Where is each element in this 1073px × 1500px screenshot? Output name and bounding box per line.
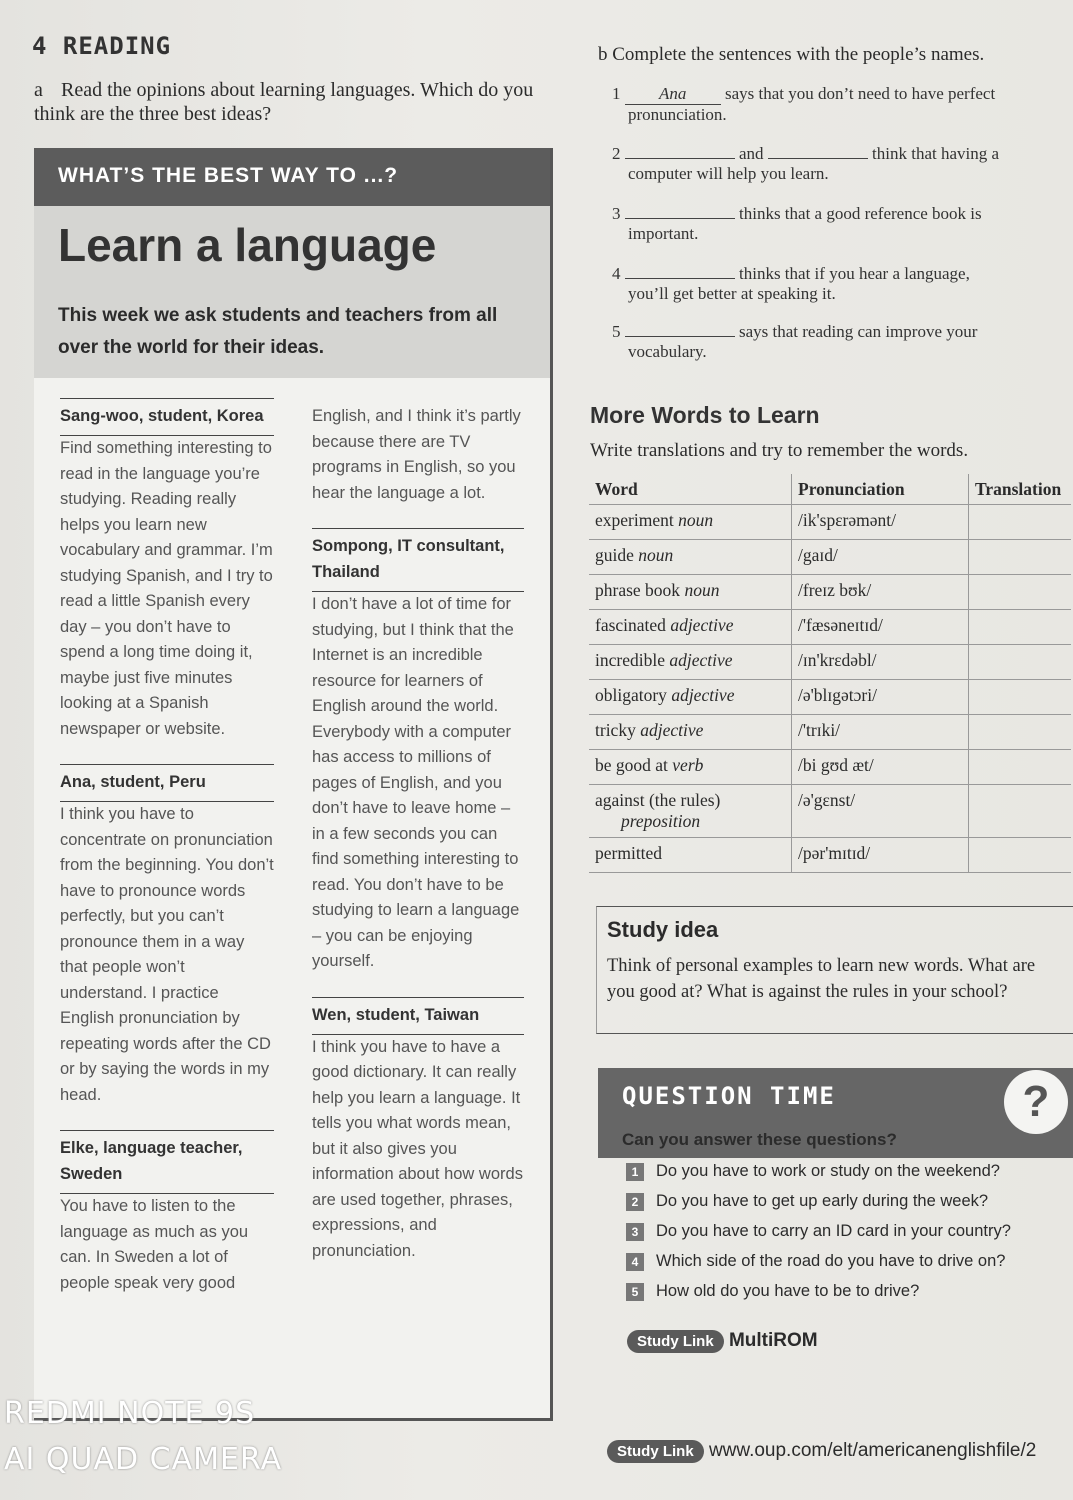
answer-blank[interactable]	[625, 278, 735, 279]
list-item	[626, 1252, 1011, 1282]
word: fascinated	[595, 615, 666, 635]
translation-cell[interactable]	[969, 680, 1072, 715]
table-row	[589, 715, 1071, 750]
article-title: Learn a language	[58, 219, 437, 271]
sentence-text: think that having a	[872, 144, 1000, 163]
pronunciation-cell: /'fæsəneɪtɪd/	[792, 610, 969, 645]
pronunciation-cell: /ə'blɪgətɔri/	[792, 680, 969, 715]
sentence-text: thinks that if you hear a language,	[739, 264, 970, 283]
pronunciation-cell: /pər'mɪtɪd/	[792, 838, 969, 873]
answer-blank[interactable]: Ana	[625, 84, 721, 105]
table-row	[589, 505, 1071, 540]
number-badge: 4	[626, 1253, 644, 1271]
list-item	[626, 1222, 1011, 1252]
pronunciation-cell: /gaɪd/	[792, 540, 969, 575]
pronunciation-cell: /'trɪki/	[792, 715, 969, 750]
translation-cell[interactable]	[969, 715, 1072, 750]
person-name: Sang-woo, student, Korea	[60, 398, 274, 436]
part-a-instruction	[34, 78, 554, 126]
part-of-speech: noun	[684, 580, 720, 600]
part-b-text: Complete the sentences with the people’s names.	[612, 44, 985, 65]
column-header: Translation	[969, 474, 1072, 505]
article-box	[34, 148, 553, 1421]
person-opinion: You have to listen to the language as much as you can. In Sweden a lot of people speak very good	[60, 1197, 249, 1292]
word: against (the rules)	[595, 790, 721, 810]
sentence-number: 1	[612, 84, 621, 103]
study-idea-box	[596, 906, 1073, 1034]
part-of-speech: adjective	[671, 685, 735, 705]
part-b-instruction	[598, 44, 984, 66]
translation-cell[interactable]	[969, 645, 1072, 680]
translation-cell[interactable]	[969, 610, 1072, 645]
table-row	[589, 540, 1071, 575]
sentence-text: you’ll get better at speaking it.	[628, 284, 836, 303]
column-left	[60, 398, 274, 1296]
part-of-speech: adjective	[670, 615, 734, 635]
column-right	[312, 404, 524, 1264]
sentence-number: 4	[612, 264, 621, 283]
part-of-speech: verb	[672, 755, 704, 775]
question-text: Do you have to get up early during the week?	[656, 1192, 989, 1210]
word-cell	[589, 838, 792, 873]
part-of-speech: noun	[638, 545, 674, 565]
word-cell	[589, 505, 792, 540]
table-row	[589, 645, 1071, 680]
table-header-row	[589, 474, 1071, 505]
table-row	[589, 785, 1071, 838]
table-row	[589, 750, 1071, 785]
word-cell	[589, 575, 792, 610]
part-of-speech: noun	[678, 510, 714, 530]
table-row	[589, 610, 1071, 645]
sentence-text: says that reading can improve your	[739, 322, 978, 341]
person-opinion-continued: English, and I think it’s partly because there are TV programs in English, so you hear the language a lot.	[312, 407, 521, 502]
word-cell	[589, 540, 792, 575]
word-cell	[589, 750, 792, 785]
question-list	[626, 1162, 1011, 1312]
pronunciation-cell: /ik'spɛrəmənt/	[792, 505, 969, 540]
box-header-text: WHAT’S THE BEST WAY TO ...?	[58, 164, 399, 187]
question-text: Which side of the road do you have to drive on?	[656, 1252, 1006, 1270]
section-title: 4 READING	[32, 32, 172, 60]
question-text: Do you have to carry an ID card in your country?	[656, 1222, 1011, 1240]
word: experiment	[595, 510, 674, 530]
sentence-1	[612, 84, 995, 125]
word: be good at	[595, 755, 668, 775]
part-b-label: b	[598, 44, 608, 65]
camera-watermark-line2: AI QUAD CAMERA	[4, 1442, 283, 1477]
more-words-instruction: Write translations and try to remember the words.	[590, 440, 969, 461]
question-time-title: QUESTION TIME	[622, 1082, 836, 1110]
study-idea-title: Study idea	[607, 917, 719, 942]
person-name: Elke, language teacher, Sweden	[60, 1130, 274, 1194]
pronunciation-cell: /bi gʊd æt/	[792, 750, 969, 785]
sentence-number: 3	[612, 204, 621, 223]
number-badge: 3	[626, 1223, 644, 1241]
sentence-4	[612, 264, 970, 304]
answer-blank[interactable]	[625, 218, 735, 219]
pronunciation-cell: /ə'gɛnst/	[792, 785, 969, 838]
person-opinion: I think you have to have a good dictionary. It can really help you learn a language. It tells you what words mean, but it also gives you information about how words are used together, phrases, expressions, and pronunciation.	[312, 1037, 523, 1260]
person-opinion: I think you have to concentrate on pronunciation from the beginning. You don’t have to pronounce words perfectly, but you can’t pronounce them in a way that people won’t understand. I practice English pronunciation by repeating words after the CD or by saying the words in my head.	[60, 805, 274, 1104]
sentence-3	[612, 204, 982, 244]
person-name: Wen, student, Taiwan	[312, 997, 524, 1035]
part-a-text: Read the opinions about learning languages. Which do you think are the three best ideas?	[34, 79, 534, 125]
sentence-text: and	[739, 144, 764, 163]
sentence-text: thinks that a good reference book is	[739, 204, 982, 223]
person-name: Sompong, IT consultant, Thailand	[312, 528, 524, 592]
answer-blank[interactable]	[625, 158, 735, 159]
sentence-number: 2	[612, 144, 621, 163]
list-item	[626, 1282, 1011, 1312]
camera-watermark-line1: REDMI NOTE 9S	[4, 1396, 256, 1431]
word-cell	[589, 645, 792, 680]
number-badge: 5	[626, 1283, 644, 1301]
more-words-title: More Words to Learn	[590, 402, 820, 428]
part-of-speech: adjective	[669, 650, 733, 670]
sentence-5	[612, 322, 977, 362]
study-idea-text: Think of personal examples to learn new words. What are you good at? What is against the rules in your school?	[607, 956, 1036, 1002]
pronunciation-cell: /freɪz bʊk/	[792, 575, 969, 610]
person-name: Ana, student, Peru	[60, 764, 274, 802]
table-row	[589, 680, 1071, 715]
sentence-text: important.	[628, 224, 699, 243]
translation-cell[interactable]	[969, 540, 1072, 575]
part-of-speech: adjective	[640, 720, 704, 740]
box-header	[34, 148, 550, 206]
answer-blank[interactable]	[768, 158, 868, 159]
sentence-text: vocabulary.	[628, 342, 707, 361]
person-opinion: Find something interesting to read in the language you’re studying. Reading really helps you learn new vocabulary and grammar. I’m studying Spanish, and I try to read a little Spanish every day – you don’t have to spend a long time doing it, maybe just five minutes looking at a Spanish newspaper or website.	[60, 439, 273, 738]
word: guide	[595, 545, 634, 565]
person-opinion: I don’t have a lot of time for studying, but I think that the Internet is an incredible resource for learners of English around the world. Everybody with a computer has access to millions of pages of English, and you don’t have to leave home – in a few seconds you can find something interesting to read. You don’t have to be studying to learn a language – you can be enjoying yourself.	[312, 595, 520, 970]
answer-blank[interactable]	[625, 336, 735, 337]
number-badge: 2	[626, 1193, 644, 1211]
column-header: Pronunciation	[792, 474, 969, 505]
part-a-label: a	[34, 79, 43, 101]
part-of-speech: preposition	[621, 811, 701, 831]
table-row	[589, 838, 1071, 873]
translation-cell[interactable]	[969, 838, 1072, 873]
list-item	[626, 1192, 1011, 1222]
word-cell	[589, 785, 792, 838]
word-cell	[589, 680, 792, 715]
url-link[interactable]: www.oup.com/elt/americanenglishfile/2	[708, 1440, 1037, 1461]
study-link-pill: Study Link	[627, 1330, 724, 1353]
question-time-subtitle: Can you answer these questions?	[622, 1130, 897, 1149]
word: obligatory	[595, 685, 667, 705]
study-link-url	[607, 1440, 1036, 1463]
word: incredible	[595, 650, 665, 670]
word-cell	[589, 715, 792, 750]
vocabulary-table	[589, 474, 1071, 873]
sentence-text: pronunciation.	[628, 105, 727, 124]
question-text: How old do you have to be to drive?	[656, 1282, 920, 1300]
translation-cell[interactable]	[969, 505, 1072, 540]
sentence-text: says that you don’t need to have perfect	[725, 84, 996, 103]
article-intro: This week we ask students and teachers from all over the world for their ideas.	[58, 305, 498, 358]
list-item	[626, 1162, 1011, 1192]
study-link-pill: Study Link	[607, 1440, 704, 1463]
multirom-label: MultiROM	[728, 1330, 818, 1351]
word: phrase book	[595, 580, 681, 600]
pronunciation-cell: /ɪn'krɛdəbl/	[792, 645, 969, 680]
question-mark-icon: ?	[1004, 1070, 1068, 1134]
translation-cell[interactable]	[969, 750, 1072, 785]
word: permitted	[595, 843, 663, 863]
number-badge: 1	[626, 1163, 644, 1181]
column-header: Word	[589, 474, 792, 505]
study-link-multirom	[627, 1330, 818, 1353]
sentence-text: computer will help you learn.	[628, 164, 829, 183]
translation-cell[interactable]	[969, 785, 1072, 838]
translation-cell[interactable]	[969, 575, 1072, 610]
sentence-2	[612, 144, 999, 184]
table-row	[589, 575, 1071, 610]
word-cell	[589, 610, 792, 645]
sentence-number: 5	[612, 322, 621, 341]
word: tricky	[595, 720, 636, 740]
question-text: Do you have to work or study on the weekend?	[656, 1162, 1000, 1180]
